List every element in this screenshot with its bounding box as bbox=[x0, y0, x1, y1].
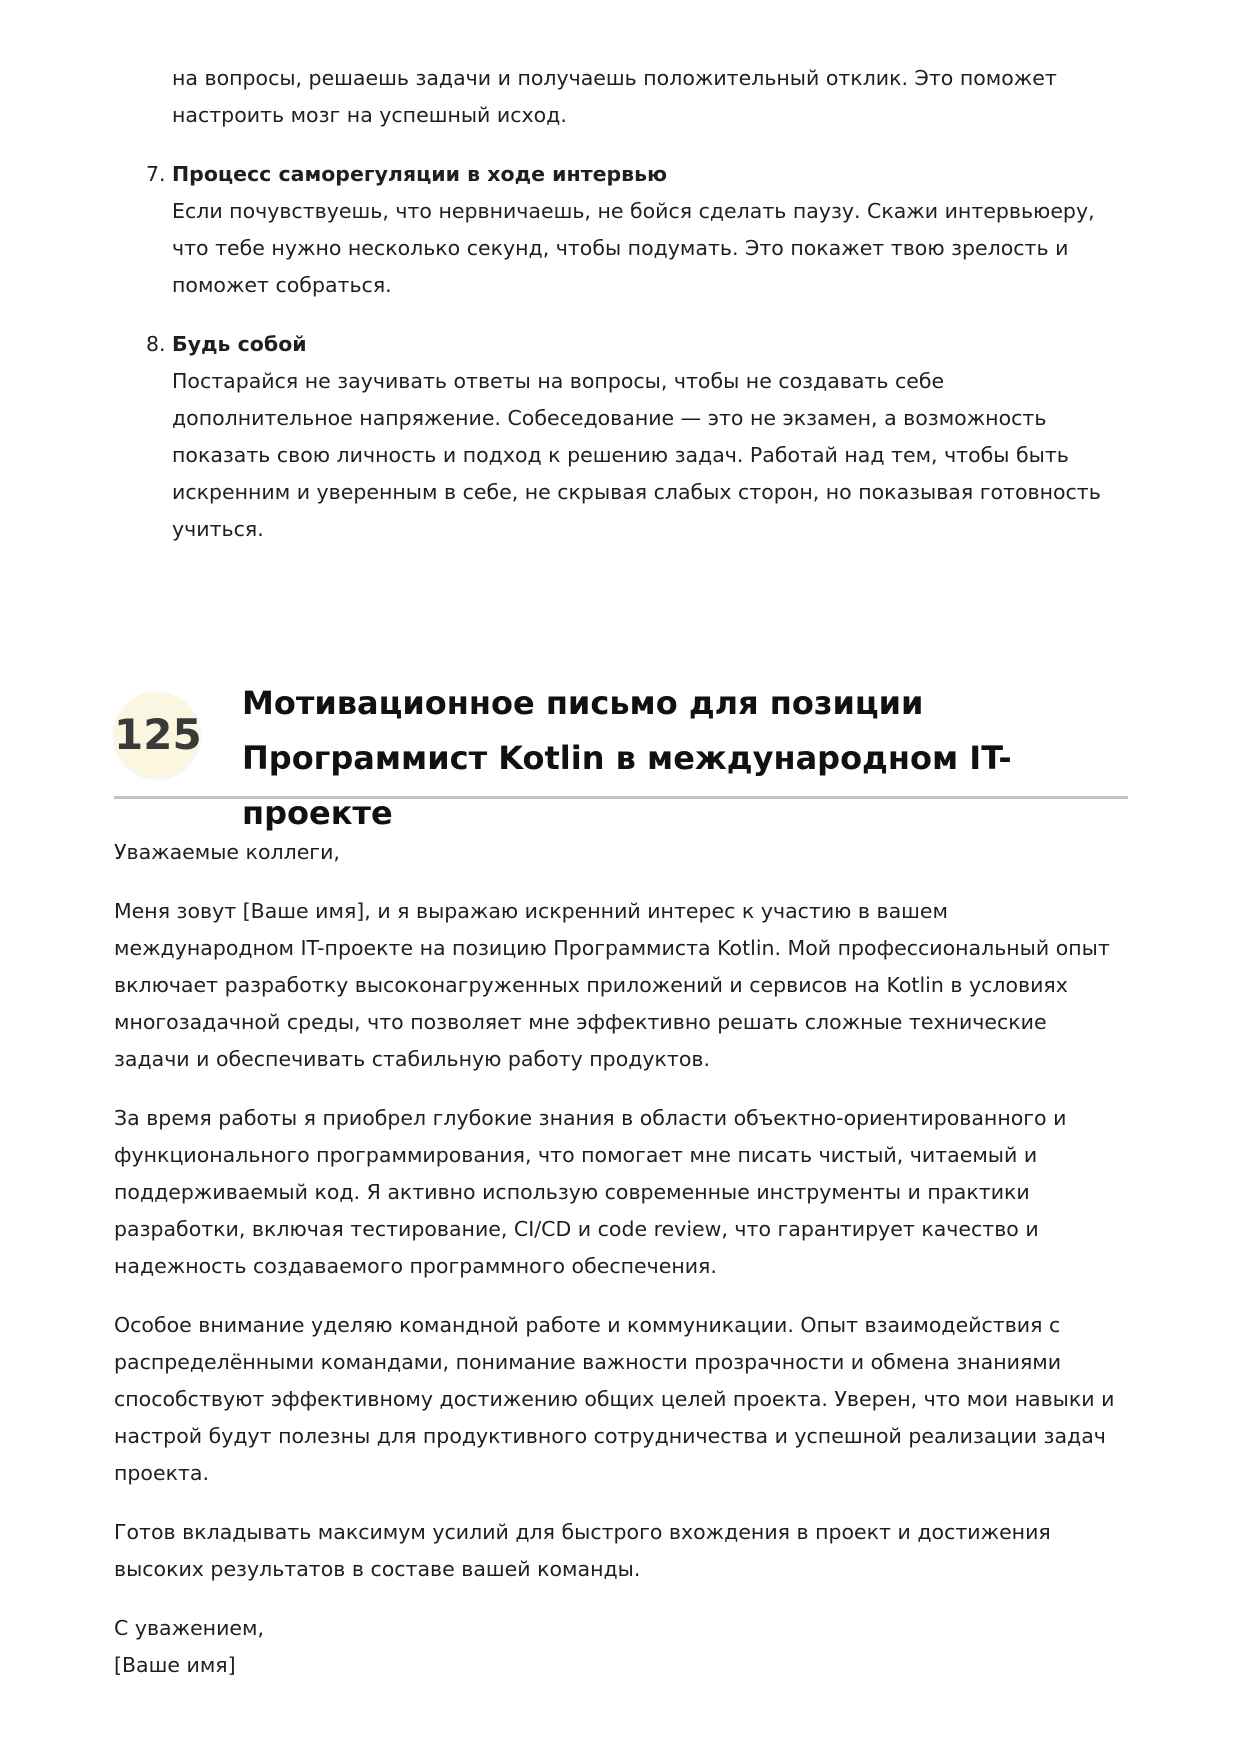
section-header bbox=[114, 676, 1128, 832]
list-item-description: Постарайся не заучивать ответы на вопросы, чтобы не создавать себе дополнительное напряжение. Собеседование — это не экзамен, а возможность показать свою личность и подход к решению задач. Работай над тем, чтобы быть искренним и уверенным в себе, не скрывая слабых сторон, но показывая готовность учиться. bbox=[172, 369, 1101, 541]
letter-greeting: Уважаемые коллеги, bbox=[114, 840, 340, 864]
letter-signature: [Ваше имя] bbox=[114, 1653, 236, 1677]
list-item-number: 8. bbox=[146, 332, 166, 356]
letter-body bbox=[114, 834, 1124, 1684]
letter-paragraph: Готов вкладывать максимум усилий для быстрого вхождения в проект и достижения высоких результатов в составе вашей команды. bbox=[114, 1520, 1051, 1581]
list-item-title: Будь собой bbox=[172, 332, 307, 356]
letter-paragraph: Особое внимание уделяю командной работе и коммуникации. Опыт взаимодействия с распределёнными командами, понимание важности прозрачности и обмена знаниями способствуют эффективному достижению общих целей проекта. Уверен, что мои навыки и настрой будут полезны для продуктивного сотрудничества и успешной реализации задач проекта. bbox=[114, 1313, 1115, 1485]
list-item bbox=[130, 326, 1130, 548]
list-item-title: Процесс саморегуляции в ходе интервью bbox=[172, 162, 668, 186]
list-item-description: Если почувствуешь, что нервничаешь, не бойся сделать паузу. Скажи интервьюеру, что тебе нужно несколько секунд, чтобы подумать. Это покажет твою зрелость и поможет собраться. bbox=[172, 199, 1095, 297]
section-number-badge: 125 bbox=[114, 692, 200, 778]
continuation-text: на вопросы, решаешь задачи и получаешь положительный отклик. Это поможет настроить мозг на успешный исход. bbox=[172, 66, 1057, 127]
list-item-number: 7. bbox=[146, 162, 166, 186]
tips-list bbox=[130, 156, 1130, 570]
letter-paragraph: За время работы я приобрел глубокие знания в области объектно-ориентированного и функционального программирования, что помогает мне писать чистый, читаемый и поддерживаемый код. Я активно использую современные инструменты и практики разработки, включая тестирование, CI/CD и code review, что гарантирует качество и надежность создаваемого программного обеспечения. bbox=[114, 1106, 1067, 1278]
list-item bbox=[130, 156, 1130, 304]
letter-closing: С уважением, bbox=[114, 1616, 265, 1640]
continuation-block bbox=[172, 60, 1132, 134]
section-title: Мотивационное письмо для позиции Программист Kotlin в международном IT-проекте bbox=[242, 684, 1012, 832]
letter-paragraph: Меня зовут [Ваше имя], и я выражаю искренний интерес к участию в вашем международном IT-проекте на позицию Программиста Kotlin. Мой профессиональный опыт включает разработку высоконагруженных приложений и сервисов на Kotlin в условиях многозадачной среды, что позволяет мне эффективно решать сложные технические задачи и обеспечивать стабильную работу продуктов. bbox=[114, 899, 1110, 1071]
